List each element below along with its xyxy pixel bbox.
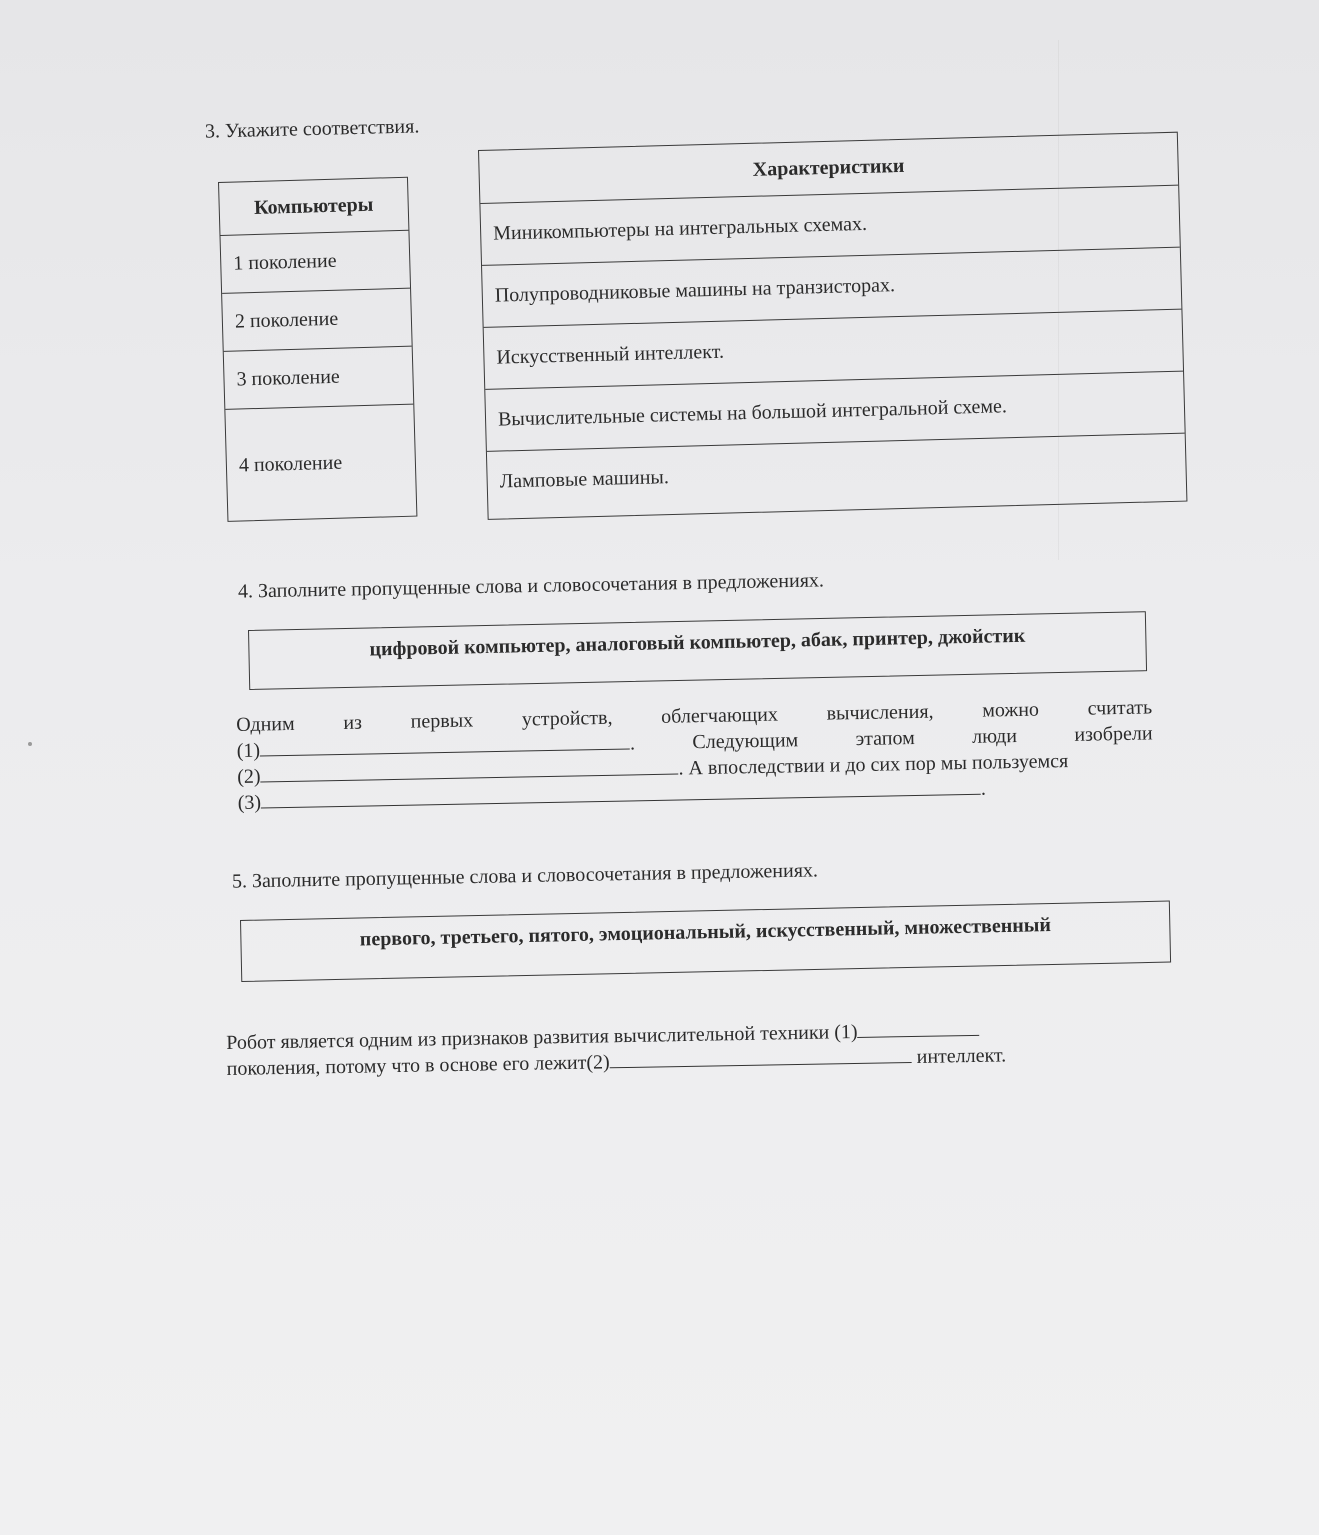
computers-row-2: 2 поколение [222,288,412,351]
q5-line-1-text: Робот является одним из признаков развития вычислительной техники (1) [226,1020,858,1054]
characteristics-row-4: Вычислительные системы на большой интегральной схеме. [485,371,1184,451]
computers-header: Компьютеры [253,193,374,219]
q5-line-2-text: поколения, потому что в основе его лежит(2) [226,1051,610,1080]
characteristics-row-2: Полупроводниковые машины на транзисторах. [482,247,1181,327]
q4-blank-label-3: (3) [237,791,262,814]
characteristics-row-5: Ламповые машины. [487,433,1186,513]
q4-word: устройств, [521,706,613,731]
q5-title: 5. Заполните пропущенные слова и словосочетания в предложениях. [231,859,819,893]
q4-word: Одним [236,712,295,736]
q3-title: 3. Укажите соответствия. [204,115,420,143]
q4-word: изобрели [1074,722,1153,746]
q5-blank-1[interactable] [857,1017,979,1038]
computers-row-4: 4 поколение [225,404,416,523]
q4-line-3-text: . А впоследствии и до сих пор мы пользуемся [678,750,1069,780]
q5-word-bank: первого, третьего, пятого, эмоциональный, искусственный, множественный [240,901,1171,982]
q4-word: люди [971,725,1018,748]
q4-word: можно [982,698,1040,722]
characteristics-table [478,132,1187,520]
q4-word: первых [410,709,474,733]
q4-word: считать [1087,696,1153,720]
q4-word-bank: цифровой компьютер, аналоговый компьютер, абак, принтер, джойстик [248,611,1147,690]
q4-word: этапом [855,726,915,751]
q4-word: Следующим [692,729,799,754]
characteristics-row-3: Искусственный интеллект. [484,309,1183,389]
computers-row-1: 1 поколение [220,230,410,293]
q4-blank-label-2: (2) [237,765,261,788]
computers-row-3: 3 поколение [224,346,414,409]
characteristics-row-1: Миникомпьютеры на интегральных схемах. [480,185,1179,265]
q4-blank-label-1: (1) [236,739,261,762]
q4-word: облегчающих [660,703,779,728]
q4-period: . [980,777,987,800]
computers-table [218,177,417,522]
characteristics-header: Характеристики [752,154,905,181]
paper-smudge [28,742,32,746]
q5-line-2-end: интеллект. [916,1044,1007,1068]
q4-word: из [343,711,363,734]
q4-word: вычисления, [826,700,934,725]
q4-period: . [629,732,636,755]
q4-title: 4. Заполните пропущенные слова и словосочетания в предложениях. [237,569,825,603]
q4-paragraph [236,694,1154,816]
q5-blank-2[interactable] [609,1044,911,1068]
